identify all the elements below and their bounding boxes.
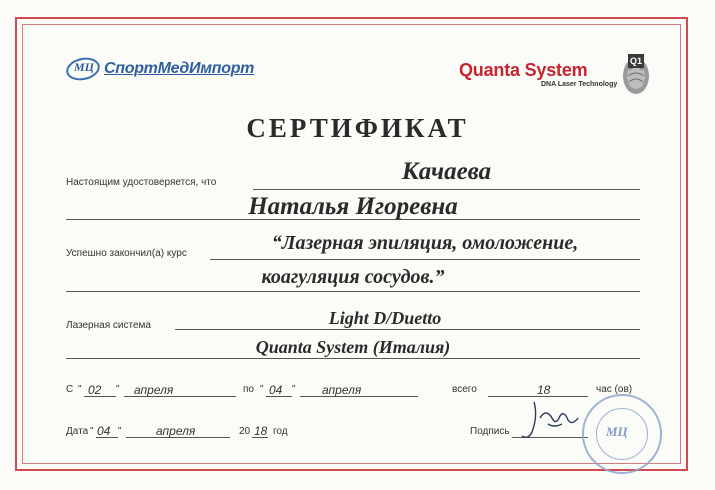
surname-value: Качаева xyxy=(401,158,492,185)
system-line-2 xyxy=(66,358,640,359)
course-line1-value: “Лазерная эпиляция, омоложение, xyxy=(271,232,579,254)
course-line-1 xyxy=(210,259,640,260)
date-day-value: 04 xyxy=(97,424,111,438)
system-line1-value: Light D/Duetto xyxy=(328,308,442,328)
certify-label: Настоящим удостоверяется, что xyxy=(66,177,217,188)
hours-label: час (ов) xyxy=(596,384,633,395)
signature-scribble xyxy=(512,396,582,446)
from-day-value: 02 xyxy=(88,383,102,397)
course-line2-value: коагуляция сосудов.” xyxy=(261,266,445,288)
emblem-mark: МЦ xyxy=(74,60,95,74)
to-quote-close: " xyxy=(292,384,296,395)
course-line-2 xyxy=(66,291,640,292)
quanta-tagline: DNA Laser Technology xyxy=(541,81,618,88)
to-day-value: 04 xyxy=(269,383,283,397)
hours-value: 18 xyxy=(537,383,551,397)
certify-line xyxy=(253,189,640,190)
date-label: Дата xyxy=(66,426,89,437)
given-names-value: Наталья Игоревна xyxy=(248,193,458,220)
year-prefix: 20 xyxy=(239,426,251,437)
official-stamp xyxy=(582,394,662,474)
quanta-system-logo xyxy=(455,52,665,102)
certificate-title: СЕРТИФИКАТ xyxy=(246,113,469,143)
date-quote-close: " xyxy=(118,426,122,437)
system-label: Лазерная система xyxy=(66,320,151,331)
q1-dna-badge-icon xyxy=(621,52,651,96)
date-quote-open: " xyxy=(90,426,94,437)
total-label: всего xyxy=(452,384,477,395)
system-line-1 xyxy=(175,329,640,330)
quanta-system-name: Quanta System xyxy=(459,60,588,80)
from-month-value: апреля xyxy=(134,383,174,397)
from-label: С xyxy=(66,384,74,395)
from-quote-close: " xyxy=(116,384,120,395)
to-label: по xyxy=(243,384,254,395)
to-month-value: апреля xyxy=(322,383,362,397)
signature-label: Подпись xyxy=(470,426,510,437)
sportmedimport-name: СпортМедИмпорт xyxy=(104,60,255,77)
year-suffix-value: 18 xyxy=(254,424,268,438)
system-line2-value: Quanta System (Италия) xyxy=(255,337,451,357)
year-label: год xyxy=(273,426,288,437)
svg-text:Q1: Q1 xyxy=(629,56,643,66)
stamp-mark: МЦ xyxy=(606,424,628,439)
to-quote-open: " xyxy=(260,384,264,395)
date-month-value: апреля xyxy=(156,424,196,438)
course-label: Успешно закончил(а) курс xyxy=(66,248,187,259)
from-quote-open: " xyxy=(78,384,82,395)
